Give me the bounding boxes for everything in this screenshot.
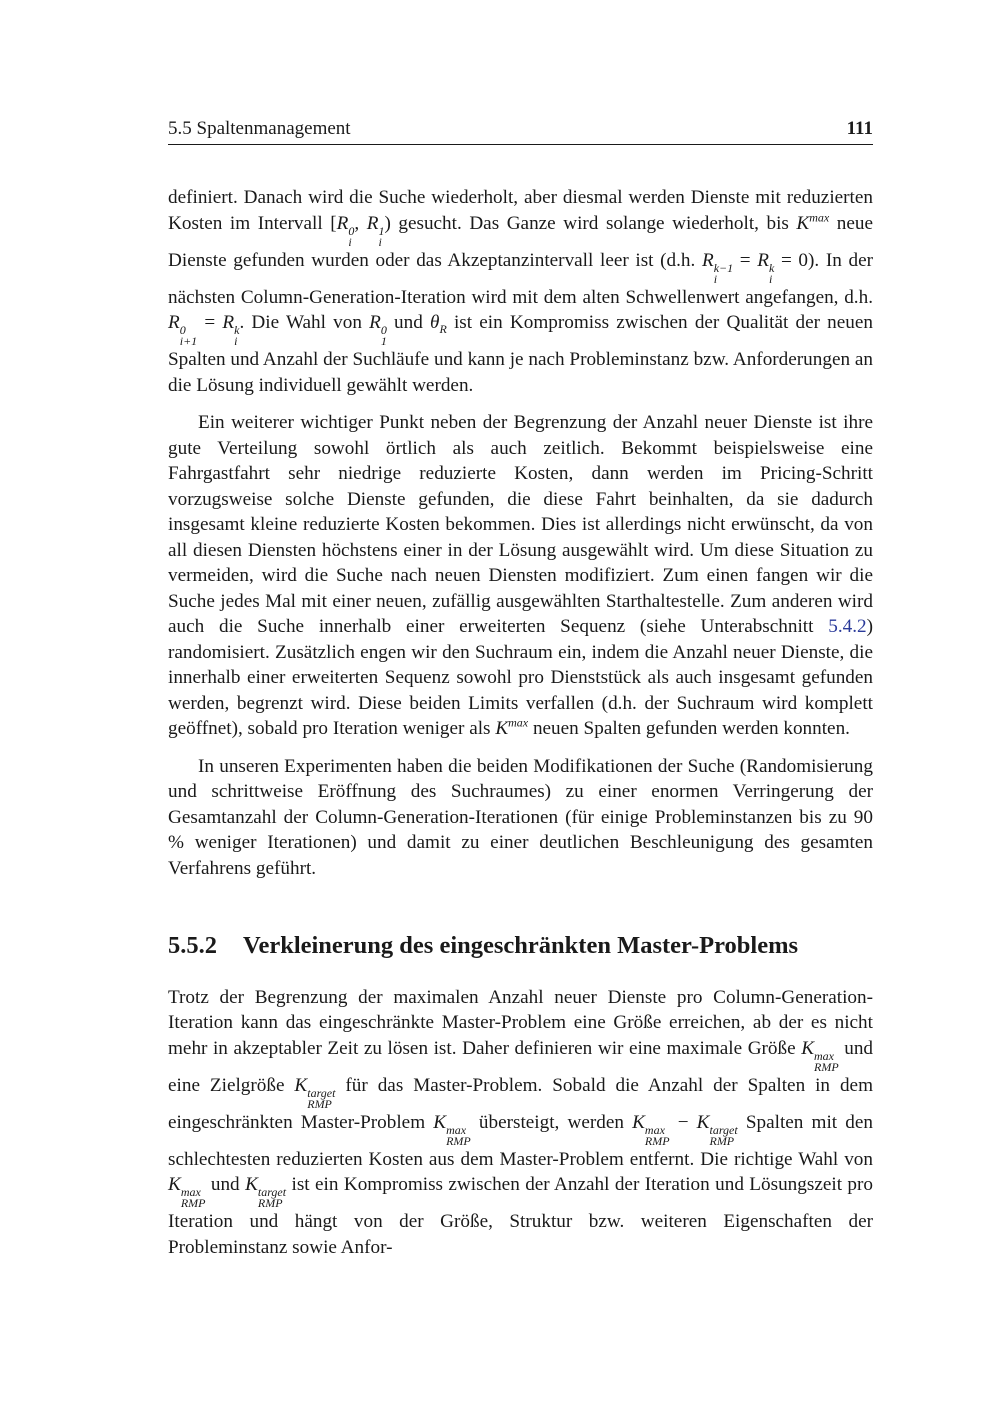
paragraph-2: Ein weiterer wichtiger Punkt neben der Begrenzung der Anzahl neuer Dienste ist ihre gute Verteilung sowohl örtlich als auch zeitlich. Bekommt beispielsweise eine Fahrgastfahrt sehr niedrige reduzierte Kosten, dann werden im Pricing-Schritt vorzugsweise solche Dienste gefunden, die diese Fahrt beinhalten, da sie dadurch insgesamt kleine reduzierte Kosten bekommen. Dies ist allerdings nicht erwünscht, da von all diesen Diensten höchstens einer in der Lösung ausgewählt wird. Um diese Situation zu vermeiden, wird die Suche nach neuen Diensten modifiziert. Zum einen fangen wir die Suche jedes Mal mit einer neuen, zufällig ausgewählten Starthaltestelle. Zum anderen wird auch die Suche innerhalb einer erweiterten Sequenz (siehe Unterabschnitt 5.4.2) randomisiert. Zusätzlich engen wir den Suchraum ein, indem die Anzahl neuer Dienste, die innerhalb einer erweiterten Sequenz sowohl pro Dienststück als auch insgesamt gefunden werden, begrenzt wird. Diese beiden Limits verfallen (d.h. der Suchraum wird komplett geöffnet), sobald pro Iteration weniger als $K^{max}$ neuen Spalten gefunden werden konnten. [168, 412, 873, 739]
math-k-rmp-target: K target RMP [294, 1074, 336, 1111]
paragraph-3: In unseren Experimenten haben die beiden Modifikationen der Suche (Randomisierung und schrittweise Eröffnung des Suchraumes) zu einer enormen Verringerung der Gesamtanzahl der Column-Generation-Iterationen (für einige Probleminstanzen bis zu 90 % weniger Iterationen) und damit zu einer deutlichen Beschleunigung des gesamten Verfahrens geführt. [168, 755, 873, 879]
math-k-rmp-target-2: K target RMP [696, 1111, 738, 1148]
math-k-rmp-max: K max RMP [801, 1037, 839, 1074]
math-k-rmp-max-4: K max RMP [168, 1174, 206, 1210]
math-r-i-k-2: R k i [222, 312, 240, 348]
math-k-max: $K^{max}$ [796, 210, 830, 234]
body-text [168, 185, 873, 1260]
paragraph-4: Trotz der Begrenzung der maximalen Anzahl neuer Dienste pro Column-Generation-Iteration kann das eingeschränkte Master-Problem eine Größe erreichen, ab der es nicht mehr in akzeptabler Zeit zu lösen ist. Daher definieren wir eine maximale Größe K max RMP und eine Zielgröße K target RMP für das Master-Problem. Sobald die Anzahl der Spalten in dem eingeschränkten Master-Problem K max RMP übersteigt, werden K max RMP − K target RMP Spalten mit den schlechtesten reduzierten Kosten aus dem Master-Problem entfernt. Die richtige Wahl von K max RMP und K target RMP ist ein Kompromiss zwischen der Anzahl der Iteration und Lösungszeit pro Iteration und hängt von der Größe, Struktur bzw. weiteren Eigenschaften der Probleminstanz sowie Anfor- [168, 986, 874, 1258]
math-r-i-km1: R k−1 i [701, 249, 734, 286]
math-k-rmp-target-3: K target RMP [245, 1174, 287, 1210]
math-k-rmp-max-3: K max RMP [632, 1111, 670, 1148]
math-k-rmp-max-2: K max RMP [433, 1111, 471, 1148]
section-heading [168, 933, 873, 959]
math-r-1-0: R 0 1 [369, 312, 387, 348]
running-head-section: 5.5 Spaltenmanagement [168, 118, 351, 139]
section-title: Verkleinerung des eingeschränkten Master-Problems [243, 932, 799, 959]
math-r-i-k: R k i [757, 249, 775, 286]
section-number: 5.5.2 [168, 932, 217, 959]
math-r-i-1: R 1 i [366, 212, 385, 249]
math-theta-r: $\theta_R$ [430, 312, 447, 336]
running-header [168, 118, 873, 145]
math-r-i-0: R 0 i [336, 212, 355, 249]
math-k-max-2: $K^{max}$ [495, 715, 529, 739]
cross-reference-link[interactable]: 5.4.2 [828, 616, 867, 637]
document-page [168, 118, 873, 1272]
math-r-ip1-0: R 0 i+1 [168, 312, 198, 348]
paragraph-1: definiert. Danach wird die Suche wiederholt, aber diesmal werden Dienste mit reduzierten Kosten im Intervall [R 0 i , R 1 i ) gesucht. Das Ganze wird solange wiederholt, bis $K^{max}$ neue Dienste gefunden wurden oder das Akzeptanzintervall leer ist (d.h. R k−1 i = R k i = 0). In der nächsten Column-Generation-Iteration wird mit dem alten Schwellenwert angefangen, d.h. R 0 i+1 = R k i . Die Wahl von R 0 1 und $\theta_R$ ist ein Kompromiss zwischen der Qualität der neuen Spalten und Anzahl der Suchläufe und kann je nach Probleminstanz bzw. Anforderungen an die Lösung individuell gewählt werden. [168, 187, 873, 396]
page-number: 111 [846, 118, 873, 139]
